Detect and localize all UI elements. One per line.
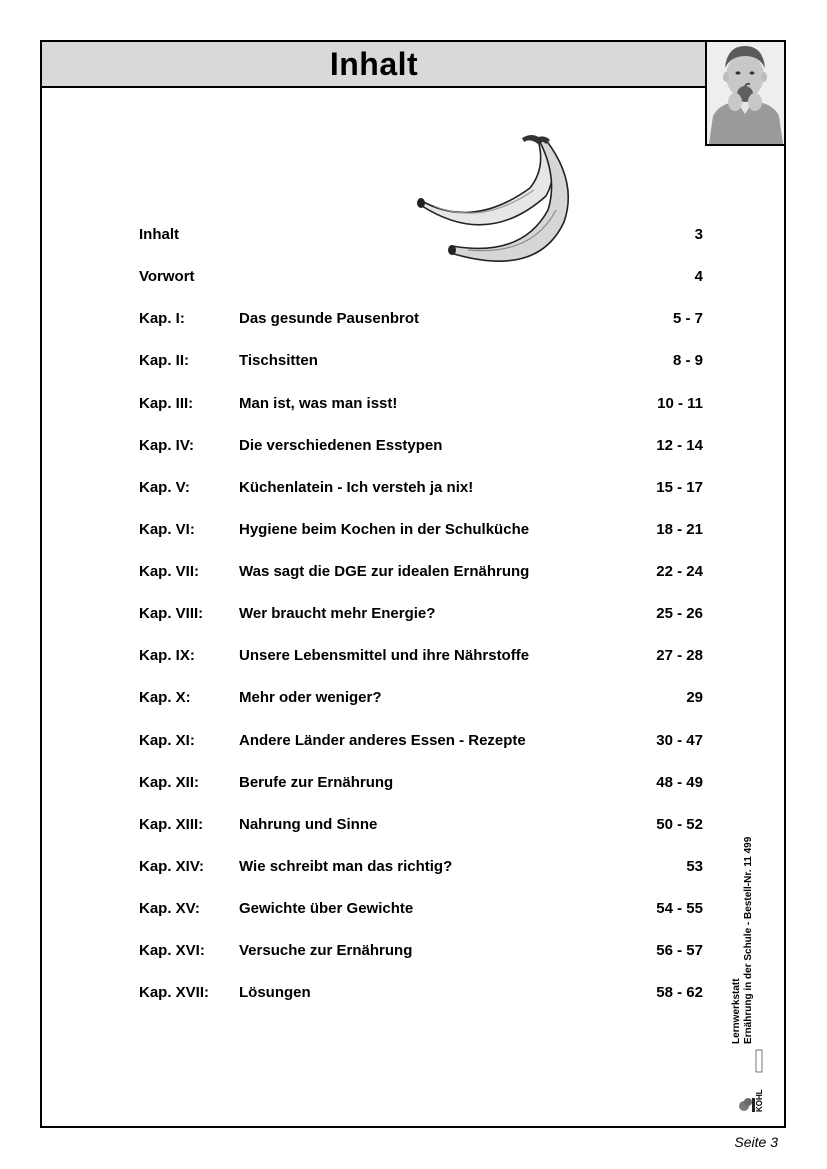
toc-chapter: Kap. XVI: (139, 942, 205, 959)
toc-row-kap-2[interactable] (139, 350, 703, 372)
toc-title: Versuche zur Ernährung (239, 942, 413, 959)
toc-title: Das gesunde Pausenbrot (239, 310, 420, 327)
publisher-sidebar-text (731, 814, 781, 1044)
toc-title: Andere Länder anderes Essen - Rezepte (239, 732, 526, 749)
toc-pages: 30 - 47 (656, 732, 703, 749)
toc-pages: 15 - 17 (656, 479, 703, 496)
toc-row-kap-16[interactable] (139, 940, 703, 962)
toc-title: Küchenlatein - Ich versteh ja nix! (239, 479, 474, 496)
toc-title: Was sagt die DGE zur idealen Ernährung (239, 563, 530, 580)
toc-title: Lösungen (239, 984, 311, 1001)
toc-chapter: Kap. VII: (139, 563, 200, 580)
toc-chapter: Kap. II: (139, 352, 190, 369)
toc-pages: 18 - 21 (656, 521, 703, 538)
toc-pages: 50 - 52 (656, 816, 703, 833)
toc-pages: 54 - 55 (656, 900, 703, 917)
side-line-2: Ernährung in der Schule - Bestell-Nr. 11 499 (743, 836, 754, 1044)
toc-chapter: Kap. VI: (139, 521, 195, 538)
toc-chapter: Inhalt (139, 226, 179, 243)
toc-row-kap-17[interactable] (139, 982, 703, 1004)
toc-chapter: Kap. XII: (139, 774, 200, 791)
toc-title: Wer braucht mehr Energie? (239, 605, 436, 622)
toc-pages: 12 - 14 (656, 437, 703, 454)
banana-illustration (412, 130, 582, 277)
toc-chapter: Kap. IV: (139, 437, 195, 454)
toc-title: Tischsitten (239, 352, 318, 369)
toc-pages: 58 - 62 (656, 984, 703, 1001)
toc-row-kap-4[interactable] (139, 435, 703, 457)
toc-pages: 25 - 26 (656, 605, 703, 622)
toc-chapter: Kap. XI: (139, 732, 195, 749)
toc-chapter: Kap. XV: (139, 900, 200, 917)
toc-chapter: Kap. VIII: (139, 605, 204, 622)
toc-title: Gewichte über Gewichte (239, 900, 414, 917)
toc-title: Nahrung und Sinne (239, 816, 378, 833)
toc-pages: 10 - 11 (657, 395, 703, 412)
toc-row-kap-10[interactable] (139, 687, 703, 709)
toc-title: Man ist, was man isst! (239, 395, 398, 412)
toc-chapter: Kap. III: (139, 395, 194, 412)
toc-title: Wie schreibt man das richtig? (239, 858, 453, 875)
page-title: Inhalt (329, 45, 419, 82)
toc-pages: 53 (686, 858, 703, 875)
toc-title: Berufe zur Ernährung (239, 774, 394, 791)
toc-title: Hygiene beim Kochen in der Schulküche (239, 521, 530, 538)
publisher-logo (736, 1046, 772, 1116)
toc-row-kap-5[interactable] (139, 477, 703, 499)
toc-row-kap-14[interactable] (139, 856, 703, 878)
toc-title: Mehr oder weniger? (239, 689, 382, 706)
toc-row-kap-7[interactable] (139, 561, 703, 583)
toc-row-kap-13[interactable] (139, 814, 703, 836)
toc-chapter: Kap. V: (139, 479, 190, 496)
toc-row-vorwort[interactable] (139, 266, 703, 288)
toc-row-kap-12[interactable] (139, 772, 703, 794)
toc-chapter: Kap. I: (139, 310, 185, 327)
toc-pages: 22 - 24 (656, 563, 703, 580)
toc-pages: 48 - 49 (656, 774, 703, 791)
toc-row-kap-11[interactable] (139, 730, 703, 752)
toc-pages: 56 - 57 (656, 942, 703, 959)
logo-text: KOHL (755, 1089, 764, 1112)
toc-row-kap-6[interactable] (139, 519, 703, 541)
toc-chapter: Kap. X: (139, 689, 191, 706)
toc-row-kap-9[interactable] (139, 645, 703, 667)
toc-row-kap-3[interactable] (139, 393, 703, 415)
toc-pages: 8 - 9 (672, 352, 703, 369)
toc-chapter: Vorwort (139, 268, 195, 285)
toc-pages: 4 (694, 268, 703, 285)
toc-chapter: Kap. XIII: (139, 816, 204, 833)
toc-row-kap-15[interactable] (139, 898, 703, 920)
toc-chapter: Kap. XVII: (139, 984, 210, 1001)
page-number: Seite 3 (734, 1134, 778, 1150)
toc-pages: 5 - 7 (672, 310, 703, 327)
toc-chapter: Kap. XIV: (139, 858, 205, 875)
toc-pages: 27 - 28 (656, 647, 703, 664)
side-line-1: Lernwerkstatt (731, 978, 742, 1044)
toc-chapter: Kap. IX: (139, 647, 195, 664)
toc-title: Unsere Lebensmittel und ihre Nährstoffe (239, 647, 530, 664)
toc-row-kap-1[interactable] (139, 308, 703, 330)
toc-title: Die verschiedenen Esstypen (239, 437, 443, 454)
toc-row-kap-8[interactable] (139, 603, 703, 625)
toc-pages: 3 (694, 226, 703, 243)
toc-pages: 29 (686, 689, 703, 706)
child-eating-apple-photo (705, 40, 786, 146)
toc-row-inhalt[interactable] (139, 224, 703, 246)
title-bar (40, 40, 708, 88)
